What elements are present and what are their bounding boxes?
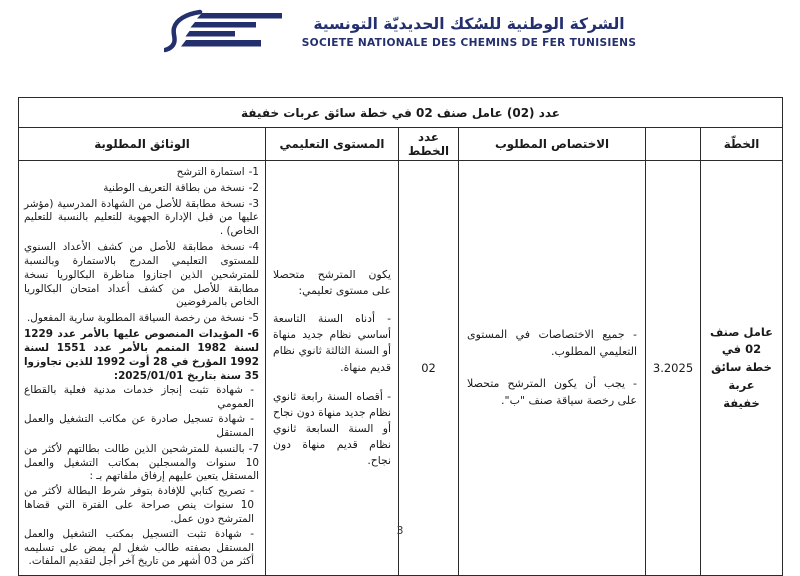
header-education: المستوى التعليمي (266, 128, 399, 161)
date-cell: 3.2025 (646, 161, 701, 576)
table-title-row (19, 98, 783, 128)
company-name-block (302, 15, 637, 48)
sncft-train-logo (164, 6, 286, 58)
table-data-row (19, 161, 783, 576)
specialty-cell (459, 161, 646, 576)
recruitment-table (18, 97, 783, 576)
company-header (0, 6, 800, 58)
document-item-text: استمارة الترشح (176, 166, 245, 178)
specialty-item: - جميع الاختصاصات في المستوى التعليمي المطلوب. (467, 328, 638, 358)
documents-cell (19, 161, 266, 576)
document-item-text: نسخة مطابقة للأصل من كشف الأعداد السنوي للمستوى التعليمي المدرج بالاستمارة وبالنسبة للمترشحين الذين اجتازوا مناظرة البكالوريا نسخة مطابقة للأصل من كشف أعداد امتحان البكالوريا الخاص بالمرفوضين (24, 241, 260, 309)
document-subitem: - شهادة تثبت إنجاز خدمات مدنية فعلية بالقطاع العمومي (24, 384, 255, 411)
document-item-number: 7- (248, 442, 260, 455)
specialty-item: - يجب أن يكون المترشح متحصلا على رخصة سياقة صنف "ب". (467, 377, 638, 407)
education-item: - أدناه السنة التاسعة أساسي نظام جديد منهاة أو السنة الثالثة ثانوي نظام قديم منهاة. (273, 311, 392, 374)
education-intro: يكون المترشح متحصلا على مستوى تعليمي: (273, 267, 392, 297)
document-item (24, 312, 259, 326)
document-item (24, 241, 259, 310)
header-documents: الوثائق المطلوبة (19, 128, 266, 161)
header-specialty: الاختصاص المطلوب (459, 128, 646, 161)
document-item-text: المؤيدات المنصوص عليها بالأمر عدد 1229 لسنة 1982 المتمم بالأمر عدد 1551 لسنة 1992 المؤرخ في 28 أوت 1992 للذين تجاوزوا 35 سنة بتاريخ 2025/01/01: (24, 328, 260, 382)
document-subitem: - تصريح كتابي للإفادة بتوفر شرط البطالة لأكثر من 10 سنوات ينص صراحة على الفترة التي قضاها المترشح دون عمل. (24, 485, 255, 525)
document-item-number: 6- (247, 328, 260, 341)
header-count: عدد الخطط (399, 128, 459, 161)
education-item: - أقصاه السنة رابعة ثانوي نظام جديد منهاة دون نجاح أو السنة السابعة ثانوي نظام قديم منهاة دون نجاح. (273, 389, 392, 468)
count-cell: 02 (399, 161, 459, 576)
document-item-text: نسخة من رخصة السياقة المطلوبة سارية المفعول. (26, 312, 245, 325)
document-item-number: 2- (248, 181, 260, 194)
document-item-number: 1- (248, 166, 260, 178)
document-item-number: 3- (248, 197, 260, 210)
document-item-number: 5- (248, 312, 260, 325)
document-item (24, 166, 259, 180)
document-item (24, 198, 259, 239)
education-cell (266, 161, 399, 576)
document-subitem: - شهادة تثبت التسجيل بمكتب التشغيل والعمل المستقل بصفته طالب شغل لم يمض على تسليمه أكثر من 03 أشهر من تاريخ آخر أجل لتقديم الملفات. (24, 527, 255, 568)
plan-cell: عامل صنف 02 في خطة سائق عربة خفيفة (701, 161, 783, 576)
document-item-text: نسخة من بطاقة التعريف الوطنية (103, 181, 245, 194)
document-item (24, 443, 259, 569)
document-item (24, 182, 259, 196)
document-subitem: - شهادة تسجيل صادرة عن مكاتب التشغيل والعمل المستقل (24, 413, 255, 439)
company-name-arabic: الشركة الوطنية للسُكك الحديديّة التونسية (313, 15, 625, 34)
document-item (24, 328, 259, 441)
table-title: عدد (02) عامل صنف 02 في خطة سائق عربات خفيفة (19, 98, 783, 128)
header-plan: الخطّة (701, 128, 783, 161)
document-item-text: بالنسبة للمترشحين الذين طالت بطالتهم لأكثر من 10 سنوات والمسجلين بمكاتب التشغيل والعمل المستقل يتعين عليهم إرفاق ملفاتهم بـ : (24, 442, 260, 483)
page-number: 3 (396, 524, 404, 537)
table-header-row (19, 128, 783, 161)
company-name-french: SOCIETE NATIONALE DES CHEMINS DE FER TUNISIENS (301, 36, 637, 49)
header-empty (646, 128, 701, 161)
document-item-number: 4- (248, 241, 260, 254)
document-item-text: نسخة مطابقة للأصل من الشهادة المدرسية (مؤشر عليها من قبل الإدارة الجهوية للتعليم بالنسبة للتعليم الخاص) . (24, 197, 260, 238)
